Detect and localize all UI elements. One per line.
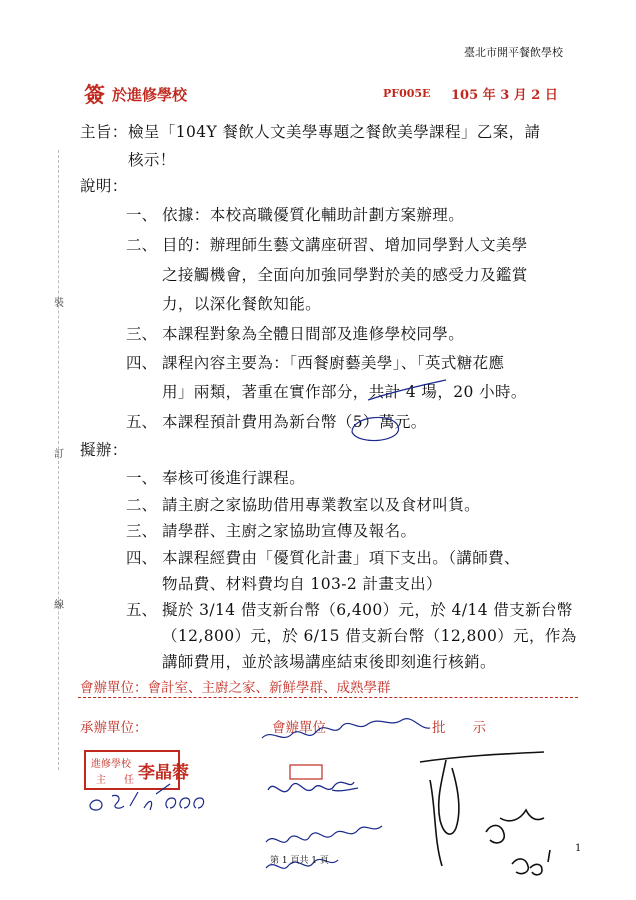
strikethrough-mark [368, 380, 446, 400]
explanation-item-number: 二、 [126, 236, 158, 254]
proposal-item-text: 講師費用，並於該場講座結束後即刻進行核銷。 [162, 653, 496, 671]
proposal-item-number: 三、 [126, 522, 158, 540]
signature [268, 782, 358, 792]
sign-character: 簽 [84, 82, 105, 107]
explanation-label: 說明： [80, 177, 128, 195]
proposal-item-text: 奉核可後進行課程。 [162, 469, 306, 487]
circle-mark [352, 417, 399, 440]
small-seal [290, 765, 322, 779]
co-units-label: 會辦單位： [80, 680, 148, 696]
approval-signature [420, 752, 550, 875]
seal-name: 李晶蓉 [138, 763, 189, 783]
margin-mark: 裝 [54, 298, 64, 309]
proposal-item-text: 請主廚之家協助借用專業教室以及食材叫貨。 [162, 496, 481, 514]
subject-label: 主旨： [80, 123, 128, 141]
proposal-label: 擬辦： [80, 441, 128, 459]
margin-mark: 線 [54, 600, 64, 611]
explanation-item-text: 力，以深化餐飲知能。 [162, 295, 322, 313]
explanation-item-number: 一、 [126, 206, 158, 224]
proposal-item-text: 請學群、主廚之家協助宣傳及報名。 [162, 522, 417, 540]
explanation-item-text: 本課程預計費用為新台幣（5）萬元。 [162, 413, 427, 431]
explanation-item-text: 用」兩類，著重在實作部分，共計 4 場，20 小時。 [162, 383, 527, 401]
explanation-item-number: 三、 [126, 325, 158, 343]
proposal-item-number: 一、 [126, 469, 158, 487]
document-date: 105 年 3 月 2 日 [451, 88, 558, 103]
proposal-item-text: 物品費、材料費均自 103-2 計畫支出） [162, 575, 442, 593]
explanation-item-text: 依據：本校高職優質化輔助計劃方案辦理。 [162, 206, 465, 224]
page-indicator: 第 1 頁共 1 頁 [270, 856, 329, 866]
seal-org: 進修學校 [91, 759, 131, 770]
explanation-item-text: 目的：辦理師生藝文講座研習、增加同學對人文美學 [162, 236, 528, 254]
subject-line: 檢呈「104Y 餐飲人文美學專題之餐飲美學課程」乙案，請 [128, 123, 541, 141]
proposal-item-number: 五、 [126, 601, 158, 619]
explanation-item-text: 之接觸機會，全面向加強同學對於美的感受力及鑑賞 [162, 266, 528, 284]
approval-label: 批 示 [432, 720, 486, 736]
seal-title: 主 任 [96, 775, 138, 786]
co-units-value: 會計室、主廚之家、新鮮學群、成熟學群 [147, 680, 391, 696]
handwritten-date [90, 784, 204, 810]
explanation-item-text: 本課程對象為全體日間部及進修學校同學。 [162, 325, 465, 343]
explanation-item-number: 四、 [126, 354, 158, 372]
proposal-item-number: 二、 [126, 496, 158, 514]
proposal-item-text: 擬於 3/14 借支新台幣（6,400）元，於 4/14 借支新台幣 [162, 601, 573, 619]
proposal-item-number: 四、 [126, 549, 158, 567]
co-unit-label: 會辦單位 [272, 720, 326, 736]
signature [262, 719, 430, 738]
sign-addressee: 於進修學校 [112, 86, 188, 104]
proposal-item-text: 本課程經費由「優質化計畫」項下支出。（講師費、 [162, 549, 520, 567]
signature [266, 826, 382, 842]
proposal-item-text: （12,800）元，於 6/15 借支新台幣（12,800）元，作為 [162, 627, 577, 645]
explanation-item-text: 課程內容主要為：「西餐廚藝美學」、「英式糖花應 [162, 354, 505, 372]
page-number: 1 [575, 843, 582, 854]
undertaking-unit-label: 承辦單位： [80, 720, 148, 736]
margin-mark: 訂 [54, 449, 64, 460]
explanation-item-number: 五、 [126, 413, 158, 431]
document-number: PF005E [383, 87, 431, 100]
school-name: 臺北市開平餐飲學校 [464, 46, 563, 59]
subject-line: 核示！ [128, 151, 176, 169]
